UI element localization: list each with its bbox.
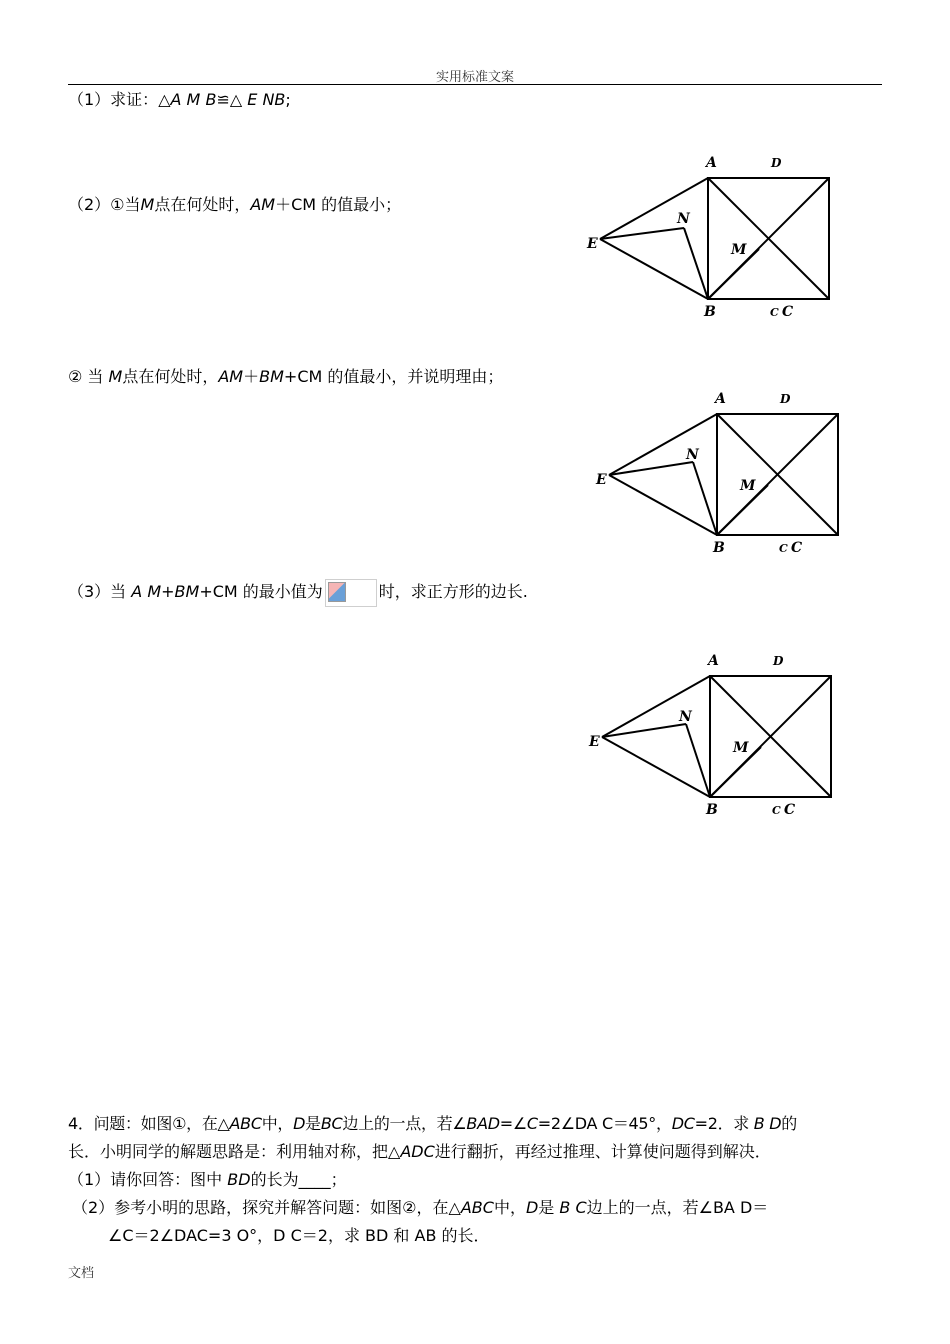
q4-line1-e: 边上的一点，若∠ [342,1114,467,1133]
q3-part1-label: （1）求证： [68,90,159,109]
q4-line1-bc: BC [320,1114,343,1133]
q3-part2b [68,366,503,388]
q3-part2a-t1: 点在何处时， [154,195,251,214]
geometry-figure-1 [580,150,840,325]
q4-line1 [68,1110,883,1137]
q4-line3-text: （1）请你回答：图中 [68,1170,228,1189]
q3-part3-t2: 时，求正方形的边长. [378,582,528,601]
q4-line1-d: D [293,1114,306,1133]
label-m: M [731,242,747,258]
label-c-small: C [772,804,781,817]
label-c-small: C [770,306,779,319]
q3-part2a-am: AM [250,195,276,214]
label-n: N [686,447,699,463]
q3-part2b-t1: 点在何处时， [122,367,219,386]
q3-part3-bm: BM [174,582,200,601]
label-e: E [589,734,600,750]
label-e: E [587,236,598,252]
geometry-figure-3 [582,648,842,823]
q4-line1-bd: B D [753,1114,782,1133]
page-header-title: 实用标准文案 [435,70,514,85]
q3-part1-end: ; [285,90,291,109]
q3-part2a [68,194,401,216]
q4-line4-bc: B C [559,1198,587,1217]
q3-part2a-t2: ＋CM 的值最小； [275,195,402,214]
q3-part1-s3: B [205,90,217,109]
q4-line1-i: 的 [781,1114,797,1133]
q3-part2a-m: M [140,195,155,214]
label-c: C [791,540,803,556]
q4-line1-abc: ABC [229,1114,262,1133]
label-c: C [784,802,796,818]
label-n: N [679,709,692,725]
label-a: A [708,653,719,669]
q3-part1-cong: ≌△ [216,90,243,109]
q4-line3 [68,1166,347,1193]
q3-part1-s5: NB [262,90,286,109]
label-c-small: C [779,542,788,555]
q4-line4-e: 边上的一点，若∠BA D＝ [586,1198,769,1217]
geometry-figure-2 [589,386,849,561]
q4-line1-cc: C [526,1114,538,1133]
q3-part1-s1: A [170,90,182,109]
q4-line1-c: 是 [305,1114,321,1133]
q3-part3-a: A M [131,582,162,601]
q3-part2b-bm: BM [259,367,284,386]
q3-part3 [68,578,528,607]
q4-line1-a: 4．问题：如图①，在△ [68,1114,230,1133]
q4-line2-b: 进行翻折，再经过推理、计算使问题得到解决． [434,1142,771,1161]
label-m: M [733,740,749,756]
q3-part2b-m: M [108,367,123,386]
q3-part2b-label: ② 当 [68,367,109,386]
q4-line4 [72,1194,768,1221]
q3-part2b-plus: ＋ [243,367,260,386]
q4-line1-dc: DC [671,1114,695,1133]
q4-line1-g: =2∠DA C＝45°， [537,1114,672,1133]
q4-line1-f: =∠ [499,1114,527,1133]
q3-part2b-am: AM [218,367,244,386]
q4-line5: ∠C＝2∠DAC=3 O°，D C＝2，求 BD 和 AB 的长． [108,1226,490,1245]
label-d: D [773,654,784,668]
q3-part1-tri: △ [158,90,171,109]
label-m: M [740,478,756,494]
q3-part2b-t2: +CM 的值最小，并说明理由； [283,367,504,386]
q4-line2-adc: ADC [400,1142,435,1161]
q3-part1-s4: E [247,90,258,109]
label-d: D [771,156,782,170]
q4-line2 [68,1138,771,1165]
q4-line4-a: （2）参考小明的思路，探究并解答问题：如图②，在△ [72,1198,461,1217]
broken-image-icon [325,579,377,607]
label-e: E [596,472,607,488]
q3-part3-p1: + [161,582,175,601]
label-b: B [713,540,725,556]
q3-part1 [68,89,291,111]
header-divider [68,84,882,85]
q4-line4-abc: ABC [460,1198,494,1217]
q4-line3-bd: BD [227,1170,251,1189]
label-n: N [677,211,690,227]
q3-part1-s2: M [186,90,201,109]
label-d: D [780,392,791,406]
q4-line1-h: =2．求 [694,1114,754,1133]
q3-part3-t1: +CM 的最小值为 [199,582,323,601]
label-a: A [715,391,726,407]
q3-part3-label: （3）当 [68,582,132,601]
label-b: B [704,304,716,320]
page-footer: 文档 [68,1266,95,1281]
label-b: B [706,802,718,818]
label-c: C [782,304,794,320]
label-a: A [706,155,717,171]
q4-line4-c: 是 [538,1198,560,1217]
q4-line1-bad: BAD [466,1114,500,1133]
q4-line1-b: 中， [261,1114,294,1133]
q3-part2a-label: （2）①当 [68,195,141,214]
q4-line4-b: 中， [493,1198,526,1217]
q4-line4-d: D [525,1198,539,1217]
q4-line3-rest: 的长为____； [250,1170,347,1189]
q4-line2-a: 长．小明同学的解题思路是：利用轴对称，把△ [68,1142,401,1161]
